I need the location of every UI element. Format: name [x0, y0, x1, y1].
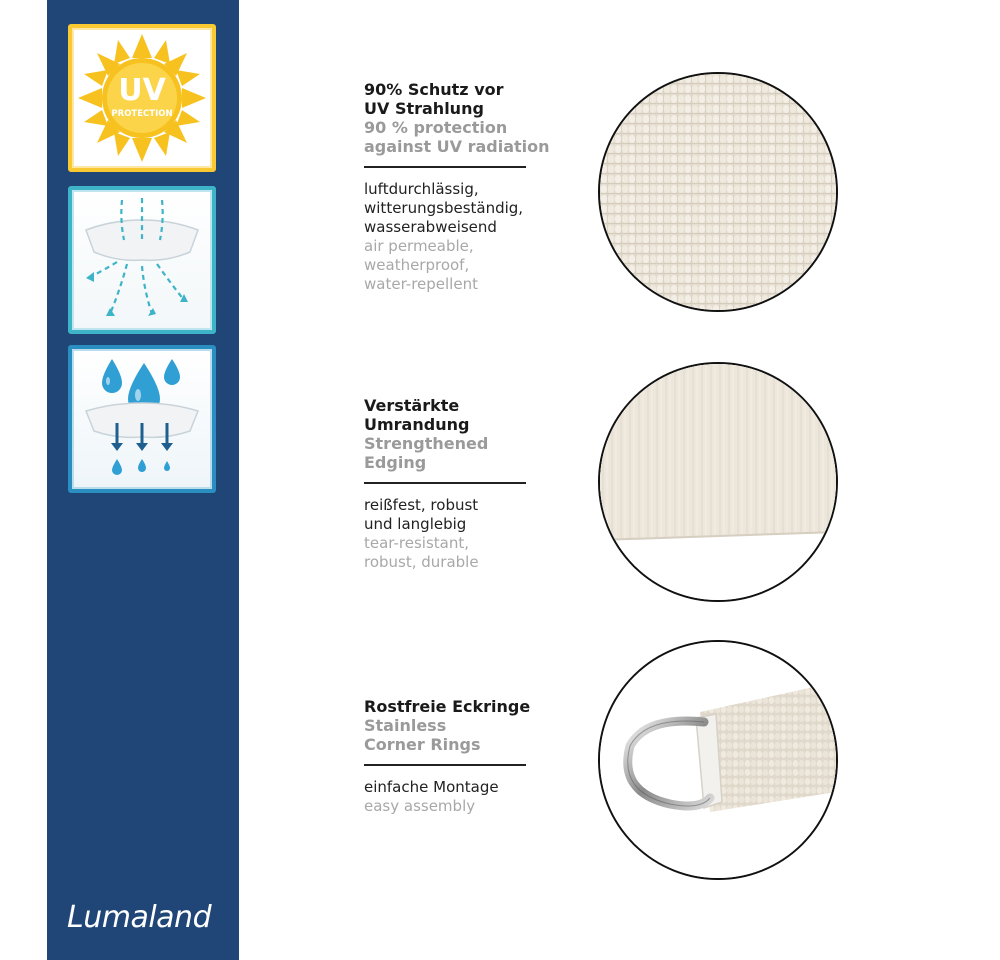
sidebar: [47, 0, 239, 960]
feature-desc-de: und langlebig: [364, 515, 467, 533]
uv-protection-badge: [68, 24, 216, 172]
feature-title-en: Corner Rings: [364, 735, 481, 754]
feature-desc-de: luftdurchlässig,: [364, 180, 479, 198]
feature-desc-de: witterungsbeständig,: [364, 199, 524, 217]
fabric-texture-photo: [598, 72, 838, 312]
feature-desc-en: robust, durable: [364, 553, 479, 571]
feature-title-en: against UV radiation: [364, 137, 550, 156]
feature-desc-en: air permeable,: [364, 237, 474, 255]
divider: [364, 166, 526, 168]
feature-desc-en: water-repellent: [364, 275, 478, 293]
edging-photo: [598, 362, 838, 602]
feature-title-de: 90% Schutz vor: [364, 80, 504, 99]
feature-desc-de: wasserabweisend: [364, 218, 497, 236]
uv-label: UV: [118, 73, 166, 108]
feature-title-en: Stainless: [364, 716, 447, 735]
uv-protection-sun-icon: [72, 28, 212, 168]
feature-strengthened-edging: [364, 396, 564, 572]
feature-title-de: Rostfreie Eckringe: [364, 697, 531, 716]
feature-title-de: Umrandung: [364, 415, 470, 434]
feature-desc-de: einfache Montage: [364, 778, 499, 796]
brand-logo: Lumaland: [67, 900, 212, 935]
divider: [364, 764, 526, 766]
water-repellent-icon: [72, 349, 212, 489]
corner-ring-photo: [598, 640, 838, 880]
feature-title-en: 90 % protection: [364, 118, 508, 137]
divider: [364, 482, 526, 484]
feature-stainless-corner-rings: [364, 697, 564, 816]
protection-label: PROTECTION: [111, 109, 173, 119]
feature-desc-en: tear-resistant,: [364, 534, 470, 552]
feature-uv-protection: [364, 80, 564, 294]
feature-title-de: Verstärkte: [364, 396, 460, 415]
feature-title-en: Edging: [364, 453, 427, 472]
feature-desc-en: easy assembly: [364, 797, 476, 815]
feature-title-en: Strengthened: [364, 434, 489, 453]
water-repellent-badge: [68, 345, 216, 493]
feature-desc-de: reißfest, robust: [364, 496, 479, 514]
feature-desc-en: weatherproof,: [364, 256, 470, 274]
air-permeable-badge: [68, 186, 216, 334]
air-permeable-icon: [72, 190, 212, 330]
feature-title-de: UV Strahlung: [364, 99, 484, 118]
